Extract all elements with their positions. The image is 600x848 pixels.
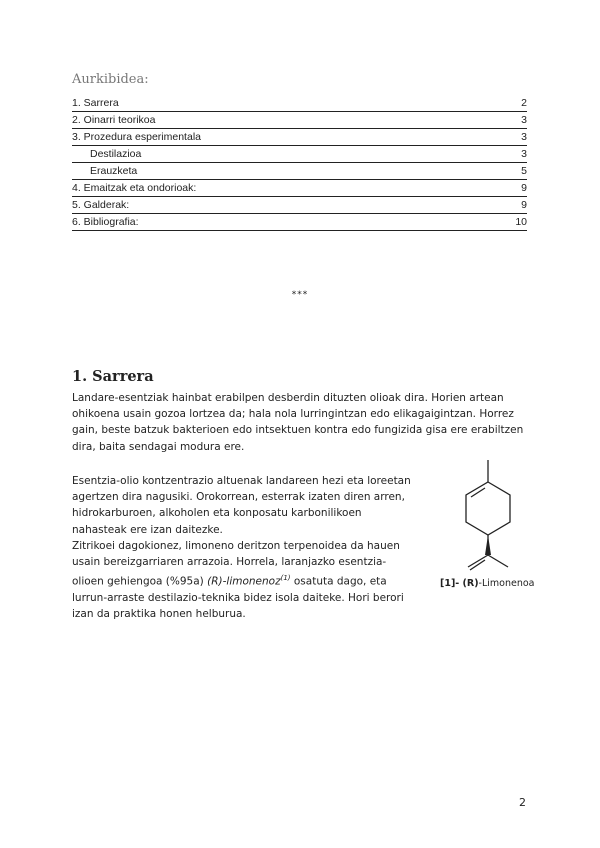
limonene-paragraph: [72, 538, 417, 623]
toc-entry-erauzketa[interactable]: [72, 163, 527, 180]
toc-entry-page: 9: [521, 199, 527, 211]
figure-caption: [440, 578, 535, 589]
figure-caption-label: [1]- (R): [440, 578, 479, 589]
toc-entry-page: 3: [521, 131, 527, 143]
toc-entry-prozedura[interactable]: [72, 129, 527, 146]
intro-paragraph: Landare-esentziak hainbat erabilpen desberdin dituzten olioak dira. Horien artean ohikoena usain gozoa lortzea da; hala nola lurringintzan edo elikagaigintzan. Horrez gain, beste batzuk bakterioen edo intsektuen kontra edo fungizida gisa ere erabiltzen dira, baita sendagai modura ere.: [72, 392, 524, 453]
toc-entry-label: 4. Emaitzak eta ondorioak:: [72, 182, 197, 194]
toc-entry-sarrera[interactable]: [72, 95, 527, 112]
wedge-bond: [485, 535, 491, 555]
methyl-branch: [488, 555, 508, 567]
limonene-term: (R)-limonenoz: [207, 575, 281, 588]
toc-entry-label: Destilazioa: [90, 148, 142, 160]
table-of-contents: [72, 95, 527, 231]
toc-entry-label: 2. Oinarri teorikoa: [72, 114, 156, 126]
concentration-paragraph: Esentzia-olio kontzentrazio altuenak landareen hezi eta loreetan agertzen dira nagusiki. Orokorrean, esterrak izaten diren arren, hidrokarburoen, alkoholen eta konposatu karbonilikoen nahasteak ere izan daitezke.: [72, 475, 411, 536]
toc-entry-page: 9: [521, 182, 527, 194]
toc-entry-page: 2: [521, 97, 527, 109]
toc-entry-label: 6. Bibliografia:: [72, 216, 139, 228]
section-title: 1. Sarrera: [72, 368, 154, 385]
toc-entry-label: 5. Galderak:: [72, 199, 130, 211]
toc-entry-oinarri-teorikoa[interactable]: [72, 112, 527, 129]
toc-entry-galderak[interactable]: [72, 197, 527, 214]
toc-entry-page: 3: [521, 148, 527, 160]
limonene-text-end: osatuta dago, eta lurrun-arraste destilazio-teknika bidez isola daiteke. Hori berori izan da praktika honen helburua.: [72, 575, 404, 621]
toc-entry-page: 5: [521, 165, 527, 177]
toc-entry-label: Erauzketa: [90, 165, 138, 177]
section-separator: ***: [291, 290, 309, 300]
toc-heading: Aurkibidea:: [72, 72, 149, 87]
limonene-structure-figure: [448, 460, 538, 580]
citation-marker: (1): [280, 574, 291, 583]
page-number: 2: [519, 796, 526, 809]
toc-entry-label: 1. Sarrera: [72, 97, 119, 109]
toc-entry-page: 10: [515, 216, 527, 228]
toc-entry-destilazioa[interactable]: [72, 146, 527, 163]
toc-entry-bibliografia[interactable]: [72, 214, 527, 231]
ring-double-bond: [471, 488, 485, 497]
toc-entry-page: 3: [521, 114, 527, 126]
limonene-text-start: Zitrikoei dagokionez, limoneno deritzon terpenoidea da hauen usain bereizgarriaren arrazoia. Horrela, laranjazko esentzia-olioen gehiengoa (%95a): [72, 540, 400, 588]
toc-entry-label: 3. Prozedura esperimentala: [72, 131, 201, 143]
toc-entry-emaitzak[interactable]: [72, 180, 527, 197]
figure-caption-text: -Limonenoa: [478, 578, 535, 589]
cyclohexene-ring: [466, 482, 510, 535]
